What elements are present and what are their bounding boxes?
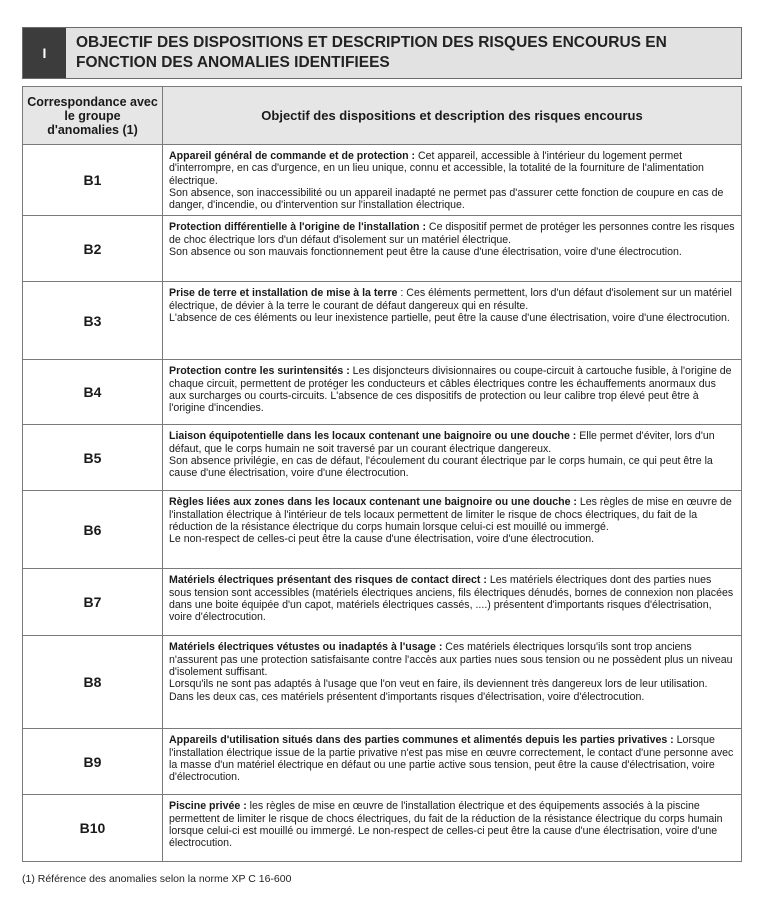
anomaly-title: Règles liées aux zones dans les locaux contenant une baignoire ou une douche : xyxy=(169,496,577,509)
table-row xyxy=(23,145,742,216)
anomaly-code: B7 xyxy=(23,569,163,636)
table-row xyxy=(23,216,742,282)
anomaly-code: B5 xyxy=(23,425,163,491)
anomaly-title: Piscine privée : xyxy=(169,800,247,813)
anomaly-description xyxy=(163,795,742,862)
table-row xyxy=(23,491,742,569)
anomaly-description xyxy=(163,360,742,425)
anomaly-description xyxy=(163,636,742,729)
col-header-objectif: Objectif des dispositions et description des risques encourus xyxy=(163,87,742,145)
table-row xyxy=(23,729,742,795)
anomaly-code: B4 xyxy=(23,360,163,425)
anomaly-text: Ce dispositif permet de protéger les personnes contre les risques de choc électrique lors d'un défaut d'isolement sur un matériel électrique. Son absence ou son mauvais fonctionnement peut être la cause d'une électrisation, voire d'une électrocution. xyxy=(169,221,735,259)
table-row xyxy=(23,360,742,425)
anomaly-description xyxy=(163,425,742,491)
anomaly-title: Appareil général de commande et de protection : xyxy=(169,150,416,162)
anomaly-text: Lorsque l'installation électrique issue de la partie privative n'est pas mise en œuvre correctement, le contact d'une personne avec la masse d'un matériel électrique en défaut ou une partie active sous tension, peut être la cause d'électrisation, voire d'électrocution. xyxy=(169,734,734,784)
anomaly-title: Matériels électriques présentant des risques de contact direct : xyxy=(169,574,487,587)
risk-table xyxy=(22,86,742,862)
section-header xyxy=(22,27,742,79)
anomaly-description xyxy=(163,729,742,795)
anomaly-title: Liaison équipotentielle dans les locaux contenant une baignoire ou une douche : xyxy=(169,430,577,443)
anomaly-code: B9 xyxy=(23,729,163,795)
anomaly-code: B2 xyxy=(23,216,163,282)
anomaly-description xyxy=(163,569,742,636)
anomaly-code: B8 xyxy=(23,636,163,729)
footnote: (1) Référence des anomalies selon la norme XP C 16-600 xyxy=(22,873,292,885)
anomaly-title: Matériels électriques vétustes ou inadaptés à l'usage : xyxy=(169,641,443,654)
anomaly-title: Prise de terre et installation de mise à la terre xyxy=(169,287,398,300)
anomaly-description xyxy=(163,145,742,216)
anomaly-description xyxy=(163,282,742,360)
anomaly-code: B6 xyxy=(23,491,163,569)
anomaly-text: les règles de mise en œuvre de l'installation électrique et des équipements associés à la piscine permettent de limiter le risque de chocs électriques, du fait de la réduction de la résistance électrique du corps humain lorsque celui-ci est mouillé ou immergé. Le non-respect de celles-ci peut être la cause d'une électrisation, voire d'une électrocution. xyxy=(169,800,723,850)
col-header-correspondance: Correspondance avec le groupe d'anomalies (1) xyxy=(23,87,163,145)
anomaly-text: Les matériels électriques dont des parties nues sous tension sont accessibles (matériels électriques anciens, fils électriques dénudés, bornes de connexion non placées dans une boite équipée d'un capot, matériels électriques cassés, ....) présentent d'importants risques d'électrisation, voire d'électrocution. xyxy=(169,574,734,624)
anomaly-text: Elle permet d'éviter, lors d'un défaut, que le corps humain ne soit traversé par un courant électrique dangereux. Son absence privilégie, en cas de défaut, l'écoulement du courant électrique par le corps humain, ce qui peut être la cause d'une électrisation, voire d'une électrocution. xyxy=(169,430,715,480)
anomaly-text: Cet appareil, accessible à l'intérieur du logement permet d'interrompre, en cas d'urgence, en un lieu unique, connu et accessible, la totalité de la fourniture de l'alimentation électrique. Son absence, son inaccessibilité ou un appareil inadapté ne permet pas d'assurer cette fonction de coupure en cas de danger, d'incendie, ou d'intervention sur l'installation électrique. xyxy=(169,150,724,212)
table-row xyxy=(23,425,742,491)
anomaly-title: Protection contre les surintensités : xyxy=(169,365,350,378)
table-row xyxy=(23,636,742,729)
anomaly-code: B3 xyxy=(23,282,163,360)
table-row xyxy=(23,282,742,360)
anomaly-text: : Ces éléments permettent, lors d'un défaut d'isolement sur un matériel électrique, de dévier à la terre le courant de défaut dangereux qui en résulte. L'absence de ces éléments ou leur inexistence partielle, peut être la cause d'une électrisation, voire d'une électrocution. xyxy=(169,287,732,325)
anomaly-description xyxy=(163,491,742,569)
anomaly-code: B1 xyxy=(23,145,163,216)
anomaly-title: Appareils d'utilisation situés dans des parties communes et alimentés depuis les parties privatives : xyxy=(169,734,674,747)
anomaly-title: Protection différentielle à l'origine de l'installation : xyxy=(169,221,426,234)
table-row xyxy=(23,795,742,862)
anomaly-text: Ces matériels électriques lorsqu'ils sont trop anciens n'assurent pas une protection satisfaisante contre l'accès aux parties nues sous tension ou ne possèdent plus un niveau d'isolement suffisant. Lorsqu'ils ne sont pas adaptés à l'usage que l'on veut en faire, ils deviennent très dangereux lors de leur utilisation. Dans les deux cas, ces matériels présentent d'importants risques d'électrisation, voire d'électrocution. xyxy=(169,641,733,703)
section-title: OBJECTIF DES DISPOSITIONS ET DESCRIPTION DES RISQUES ENCOURUS EN FONCTION DES ANOMALIES IDENTIFIEES xyxy=(76,34,667,71)
anomaly-text: Les règles de mise en œuvre de l'installation électrique à l'intérieur de tels locaux permettent de limiter le risque de chocs électriques, du fait de la réduction de la résistance électrique du corps humain lorsque celui-ci est mouillé ou immergé. Le non-respect de celles-ci peut être la cause d'une électrisation, voire d'une électrocution. xyxy=(169,496,732,546)
section-number: I xyxy=(23,28,66,78)
anomaly-text: Les disjoncteurs divisionnaires ou coupe-circuit à cartouche fusible, à l'origine de chaque circuit, permettent de protéger les conducteurs et câbles électriques contre les échauffements anormaux dus aux surcharges ou courts-circuits. L'absence de ces dispositifs de protection ou leur calibre trop élevé peut être à l'origine d'incendies. xyxy=(169,365,732,415)
table-row xyxy=(23,569,742,636)
table-header-row xyxy=(23,87,742,145)
anomaly-description xyxy=(163,216,742,282)
anomaly-code: B10 xyxy=(23,795,163,862)
